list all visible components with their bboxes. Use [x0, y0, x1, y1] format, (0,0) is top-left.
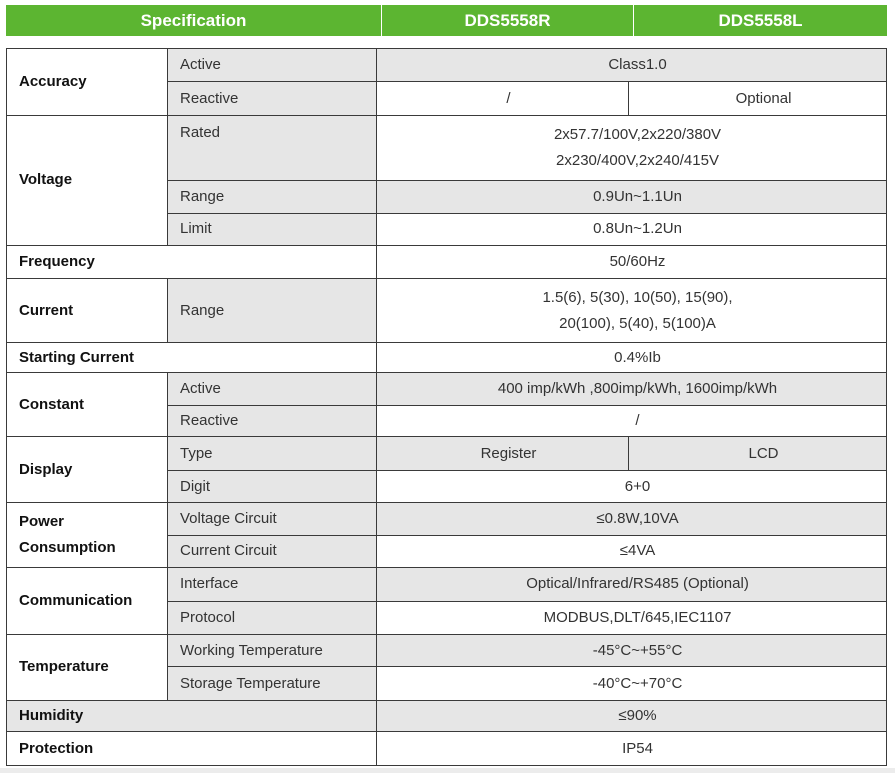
voltage-rated-label: Rated — [168, 115, 377, 180]
constant-active-label: Active — [168, 373, 377, 405]
current-range-value — [377, 279, 887, 343]
protection-value: IP54 — [377, 732, 887, 766]
row-frequency — [7, 245, 887, 278]
constant-active-value: 400 imp/kWh ,800imp/kWh, 1600imp/kWh — [377, 373, 887, 405]
constant-label: Constant — [7, 373, 168, 437]
protection-label: Protection — [7, 732, 377, 766]
humidity-value: ≤90% — [377, 700, 887, 731]
row-current-range — [7, 279, 887, 343]
voltage-label: Voltage — [7, 115, 168, 245]
accuracy-reactive-l: Optional — [629, 82, 887, 115]
row-accuracy-active — [7, 49, 887, 82]
power-current-circuit-value: ≤4VA — [377, 535, 887, 567]
row-power-voltage — [7, 503, 887, 535]
temperature-storage-value: -40°C~+70°C — [377, 667, 887, 700]
row-communication-interface — [7, 568, 887, 601]
current-range-label: Range — [168, 279, 377, 343]
current-label: Current — [7, 279, 168, 343]
starting-current-value: 0.4%Ib — [377, 343, 887, 373]
header-specification — [6, 5, 381, 36]
frequency-value: 50/60Hz — [377, 245, 887, 278]
row-protection — [7, 732, 887, 766]
row-constant-active — [7, 373, 887, 405]
starting-current-label: Starting Current — [7, 343, 377, 373]
display-type-l: LCD — [629, 437, 887, 470]
voltage-rated-line2: 2x230/400V,2x240/415V — [556, 151, 719, 169]
voltage-range-label: Range — [168, 180, 377, 213]
communication-protocol-label: Protocol — [168, 601, 377, 634]
power-voltage-circuit-label: Voltage Circuit — [168, 503, 377, 535]
accuracy-active-value: Class1.0 — [377, 49, 887, 82]
header-model-r-label: DDS5558R — [464, 10, 551, 30]
power-label-line1: Power — [19, 513, 65, 531]
voltage-rated-line1: 2x57.7/100V,2x220/380V — [553, 125, 722, 143]
temperature-working-value: -45°C~+55°C — [377, 635, 887, 667]
accuracy-reactive-r: / — [377, 82, 629, 115]
communication-label: Communication — [7, 568, 168, 635]
display-digit-label: Digit — [168, 470, 377, 502]
frequency-label: Frequency — [7, 245, 377, 278]
constant-reactive-value: / — [377, 405, 887, 436]
power-voltage-circuit-value: ≤0.8W,10VA — [377, 503, 887, 535]
temperature-working-label: Working Temperature — [168, 635, 377, 667]
row-voltage-rated — [7, 115, 887, 180]
power-consumption-label — [7, 503, 168, 568]
temperature-label: Temperature — [7, 635, 168, 701]
temperature-storage-label: Storage Temperature — [168, 667, 377, 700]
bottom-shadow — [0, 768, 895, 773]
voltage-limit-label: Limit — [168, 214, 377, 245]
humidity-label: Humidity — [7, 700, 377, 731]
accuracy-active-label: Active — [168, 49, 377, 82]
row-temperature-working — [7, 635, 887, 667]
display-type-label: Type — [168, 437, 377, 470]
display-digit-value: 6+0 — [377, 470, 887, 502]
display-label: Display — [7, 437, 168, 503]
communication-protocol-value: MODBUS,DLT/645,IEC1107 — [377, 601, 887, 634]
accuracy-reactive-label: Reactive — [168, 82, 377, 115]
row-display-type — [7, 437, 887, 470]
row-humidity — [7, 700, 887, 731]
header-model-r — [382, 5, 633, 36]
header-model-l — [634, 5, 887, 36]
voltage-range-value: 0.9Un~1.1Un — [377, 180, 887, 213]
header-model-l-label: DDS5558L — [718, 10, 803, 30]
current-range-line2: 20(100), 5(40), 5(100)A — [559, 314, 716, 332]
voltage-limit-value: 0.8Un~1.2Un — [377, 214, 887, 245]
accuracy-label: Accuracy — [7, 49, 168, 116]
row-starting-current — [7, 343, 887, 373]
voltage-rated-value — [377, 115, 887, 180]
power-label-line2: Consumption — [19, 539, 116, 557]
communication-interface-value: Optical/Infrared/RS485 (Optional) — [377, 568, 887, 601]
communication-interface-label: Interface — [168, 568, 377, 601]
constant-reactive-label: Reactive — [168, 405, 377, 436]
power-current-circuit-label: Current Circuit — [168, 535, 377, 567]
spec-table — [6, 48, 887, 766]
current-range-line1: 1.5(6), 5(30), 10(50), 15(90), — [542, 288, 733, 306]
display-type-r: Register — [377, 437, 629, 470]
header-specification-label: Specification — [140, 10, 247, 30]
